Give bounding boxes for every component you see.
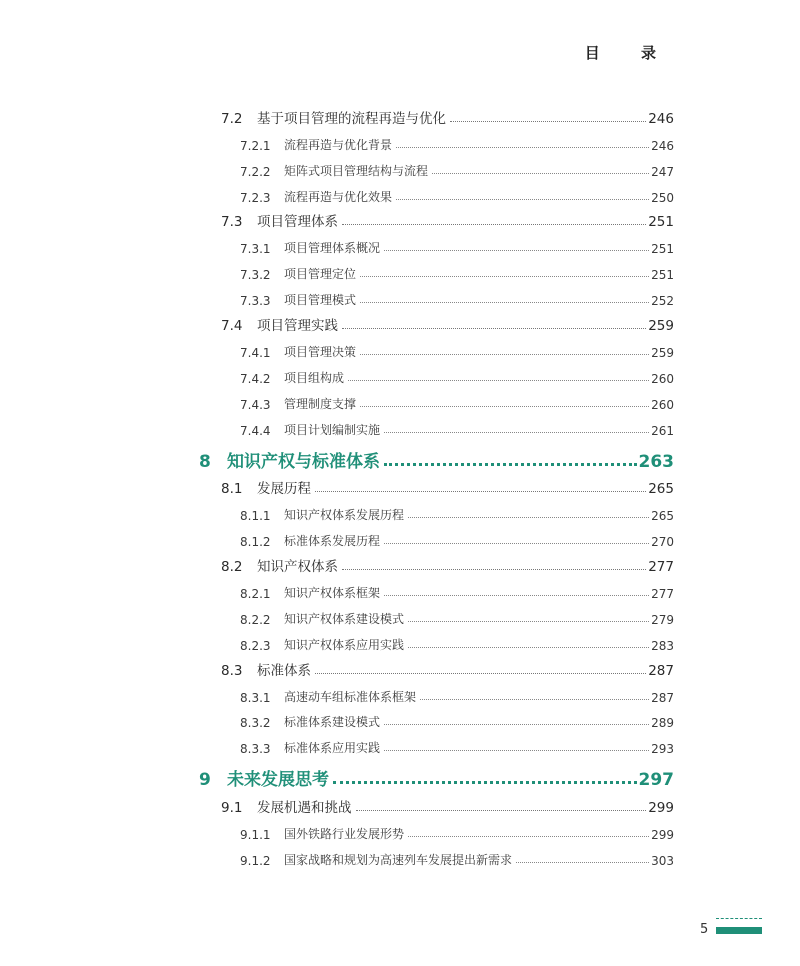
toc-leader-dots xyxy=(408,517,649,518)
toc-leader-dots xyxy=(315,491,646,492)
toc-leader-dots xyxy=(360,302,649,303)
toc-subsection[interactable] xyxy=(0,497,800,523)
toc-section[interactable] xyxy=(0,472,800,498)
toc-subsection[interactable] xyxy=(0,360,800,386)
toc-page-number: 247 xyxy=(651,164,674,179)
toc-section[interactable] xyxy=(0,790,800,816)
toc-subsection[interactable] xyxy=(0,601,800,627)
toc-number: 8.1 xyxy=(221,481,243,498)
toc-title: 发展机遇和挑战 xyxy=(257,800,352,817)
toc-number: 7.2.3 xyxy=(240,190,271,205)
toc-title: 流程再造与优化效果 xyxy=(284,189,393,204)
toc-number: 8.2.2 xyxy=(240,612,271,627)
toc-subsection[interactable] xyxy=(0,230,800,256)
toc-leader-dots xyxy=(384,432,649,433)
toc-number: 9.1.1 xyxy=(240,828,271,843)
toc-page-number: 277 xyxy=(651,587,674,602)
toc-leader-dots xyxy=(348,380,649,381)
toc-page-number: 259 xyxy=(648,318,674,335)
toc-chapter[interactable] xyxy=(0,438,800,472)
toc-page-number: 250 xyxy=(651,190,674,205)
toc-page-number: 260 xyxy=(651,397,674,412)
toc-title: 基于项目管理的流程再造与优化 xyxy=(257,110,446,127)
toc-leader-dots xyxy=(384,250,649,251)
toc-title: 知识产权体系建设模式 xyxy=(284,611,405,626)
toc-leader-dots xyxy=(384,750,649,751)
toc-subsection[interactable] xyxy=(0,386,800,412)
toc-leader-dots xyxy=(420,699,649,700)
toc-number: 9 xyxy=(199,770,211,791)
toc-subsection[interactable] xyxy=(0,412,800,438)
toc-number: 8.3.1 xyxy=(240,690,271,705)
toc-section[interactable] xyxy=(0,549,800,575)
page-title: 目 录 xyxy=(584,44,674,62)
toc-number: 8.3 xyxy=(221,662,243,679)
toc-subsection[interactable] xyxy=(0,153,800,179)
toc-number: 8.2 xyxy=(221,559,243,576)
footer-accent-bar xyxy=(716,927,762,934)
toc-title: 高速动车组标准体系框架 xyxy=(284,689,417,704)
toc-leader-dots xyxy=(396,199,649,200)
toc-leader-dots xyxy=(384,543,649,544)
toc-title: 流程再造与优化背景 xyxy=(284,137,393,152)
toc-page-number: 251 xyxy=(648,214,674,231)
toc-number: 8.1.1 xyxy=(240,509,271,524)
toc-title: 项目管理决策 xyxy=(284,344,357,359)
toc-number: 7.3.1 xyxy=(240,242,271,257)
toc-subsection[interactable] xyxy=(0,127,800,153)
toc-page-number: 277 xyxy=(648,559,674,576)
toc-leader-dots xyxy=(356,810,647,811)
toc-title: 标准体系发展历程 xyxy=(284,534,381,549)
toc-subsection[interactable] xyxy=(0,730,800,756)
toc-page-number: 246 xyxy=(651,138,674,153)
toc-subsection[interactable] xyxy=(0,842,800,868)
toc-leader-dots xyxy=(342,224,646,225)
toc-subsection[interactable] xyxy=(0,179,800,205)
toc-leader-dots xyxy=(342,569,646,570)
toc-title: 矩阵式项目管理结构与流程 xyxy=(284,163,429,178)
toc-page-number: 251 xyxy=(651,268,674,283)
toc-number: 7.3.2 xyxy=(240,268,271,283)
toc-page-number: 303 xyxy=(651,854,674,869)
toc-section[interactable] xyxy=(0,653,800,679)
toc-page-number: 246 xyxy=(648,110,674,127)
toc-page-number: 299 xyxy=(648,800,674,817)
toc-page-number: 299 xyxy=(651,828,674,843)
toc-page-number: 260 xyxy=(651,371,674,386)
toc-number: 7.4.1 xyxy=(240,345,271,360)
toc-page-number: 287 xyxy=(648,662,674,679)
toc-leader-dots xyxy=(396,147,649,148)
toc-title: 国家战略和规划为高速列车发展提出新需求 xyxy=(284,853,513,868)
toc-page-number: 265 xyxy=(648,481,674,498)
toc-page-number: 265 xyxy=(651,509,674,524)
toc-subsection[interactable] xyxy=(0,627,800,653)
toc-leader-dots xyxy=(384,463,637,466)
toc-leader-dots xyxy=(408,647,649,648)
toc-subsection[interactable] xyxy=(0,334,800,360)
toc-number: 9.1.2 xyxy=(240,854,271,869)
toc-title: 发展历程 xyxy=(257,481,311,498)
toc-title: 知识产权体系 xyxy=(257,559,338,576)
toc-section[interactable] xyxy=(0,205,800,231)
toc-page-number: 297 xyxy=(638,770,674,791)
toc-subsection[interactable] xyxy=(0,575,800,601)
toc-leader-dots xyxy=(333,781,637,784)
toc-leader-dots xyxy=(384,724,649,725)
toc-title: 知识产权与标准体系 xyxy=(227,451,380,472)
toc-number: 7.4.4 xyxy=(240,423,271,438)
toc-number: 9.1 xyxy=(221,800,243,817)
toc-number: 7.4.2 xyxy=(240,371,271,386)
toc-page-number: 293 xyxy=(651,742,674,757)
toc-section[interactable] xyxy=(0,101,800,127)
toc-title: 知识产权体系框架 xyxy=(284,586,381,601)
toc-page-number: 283 xyxy=(651,638,674,653)
toc-subsection[interactable] xyxy=(0,256,800,282)
toc-number: 8.2.1 xyxy=(240,587,271,602)
toc-number: 7.2.2 xyxy=(240,164,271,179)
toc-page-number: 251 xyxy=(651,242,674,257)
toc-title: 标准体系建设模式 xyxy=(284,715,381,730)
toc-number: 7.4.3 xyxy=(240,397,271,412)
toc-page-number: 252 xyxy=(651,294,674,309)
toc-title: 知识产权体系应用实践 xyxy=(284,637,405,652)
toc-number: 8.1.2 xyxy=(240,535,271,550)
toc-title: 标准体系 xyxy=(257,662,311,679)
toc-page-number: 270 xyxy=(651,535,674,550)
toc-number: 8 xyxy=(199,451,211,472)
toc-leader-dots xyxy=(516,862,649,863)
toc-subsection[interactable] xyxy=(0,679,800,705)
toc-subsection[interactable] xyxy=(0,816,800,842)
page-number: 5 xyxy=(700,922,709,937)
toc-title: 项目组构成 xyxy=(284,370,345,385)
toc-page-number: 259 xyxy=(651,345,674,360)
toc-number: 7.4 xyxy=(221,318,243,335)
toc-subsection[interactable] xyxy=(0,523,800,549)
toc-title: 项目管理模式 xyxy=(284,293,357,308)
toc-leader-dots xyxy=(408,621,649,622)
toc-number: 7.2 xyxy=(221,110,243,127)
toc-leader-dots xyxy=(342,328,646,329)
toc-title: 知识产权体系发展历程 xyxy=(284,508,405,523)
toc-leader-dots xyxy=(408,836,649,837)
toc-number: 7.3.3 xyxy=(240,294,271,309)
toc-leader-dots xyxy=(315,673,646,674)
toc-page-number: 289 xyxy=(651,716,674,731)
toc-title: 项目管理实践 xyxy=(257,318,338,335)
toc-page-number: 261 xyxy=(651,423,674,438)
toc-page-number: 279 xyxy=(651,612,674,627)
toc-leader-dots xyxy=(432,173,649,174)
toc-number: 7.2.1 xyxy=(240,138,271,153)
toc-leader-dots xyxy=(360,406,649,407)
toc-chapter[interactable] xyxy=(0,756,800,790)
toc-title: 未来发展思考 xyxy=(227,770,329,791)
toc-title: 项目管理体系 xyxy=(257,214,338,231)
toc-number: 8.2.3 xyxy=(240,638,271,653)
toc-subsection[interactable] xyxy=(0,705,800,731)
toc-title: 项目计划编制实施 xyxy=(284,422,381,437)
toc-page-number: 287 xyxy=(651,690,674,705)
toc-leader-dots xyxy=(360,354,649,355)
toc-number: 7.3 xyxy=(221,214,243,231)
toc-section[interactable] xyxy=(0,308,800,334)
toc-title: 管理制度支撑 xyxy=(284,396,357,411)
toc-title: 项目管理体系概况 xyxy=(284,241,381,256)
toc-number: 8.3.3 xyxy=(240,742,271,757)
toc-page-number: 263 xyxy=(638,451,674,472)
toc-leader-dots xyxy=(450,121,646,122)
toc-title: 项目管理定位 xyxy=(284,267,357,282)
toc-subsection[interactable] xyxy=(0,282,800,308)
toc-number: 8.3.2 xyxy=(240,716,271,731)
toc-title: 标准体系应用实践 xyxy=(284,741,381,756)
table-of-contents xyxy=(0,101,800,868)
toc-title: 国外铁路行业发展形势 xyxy=(284,827,405,842)
footer-dashed-line xyxy=(716,918,762,919)
toc-leader-dots xyxy=(384,595,649,596)
toc-leader-dots xyxy=(360,276,649,277)
